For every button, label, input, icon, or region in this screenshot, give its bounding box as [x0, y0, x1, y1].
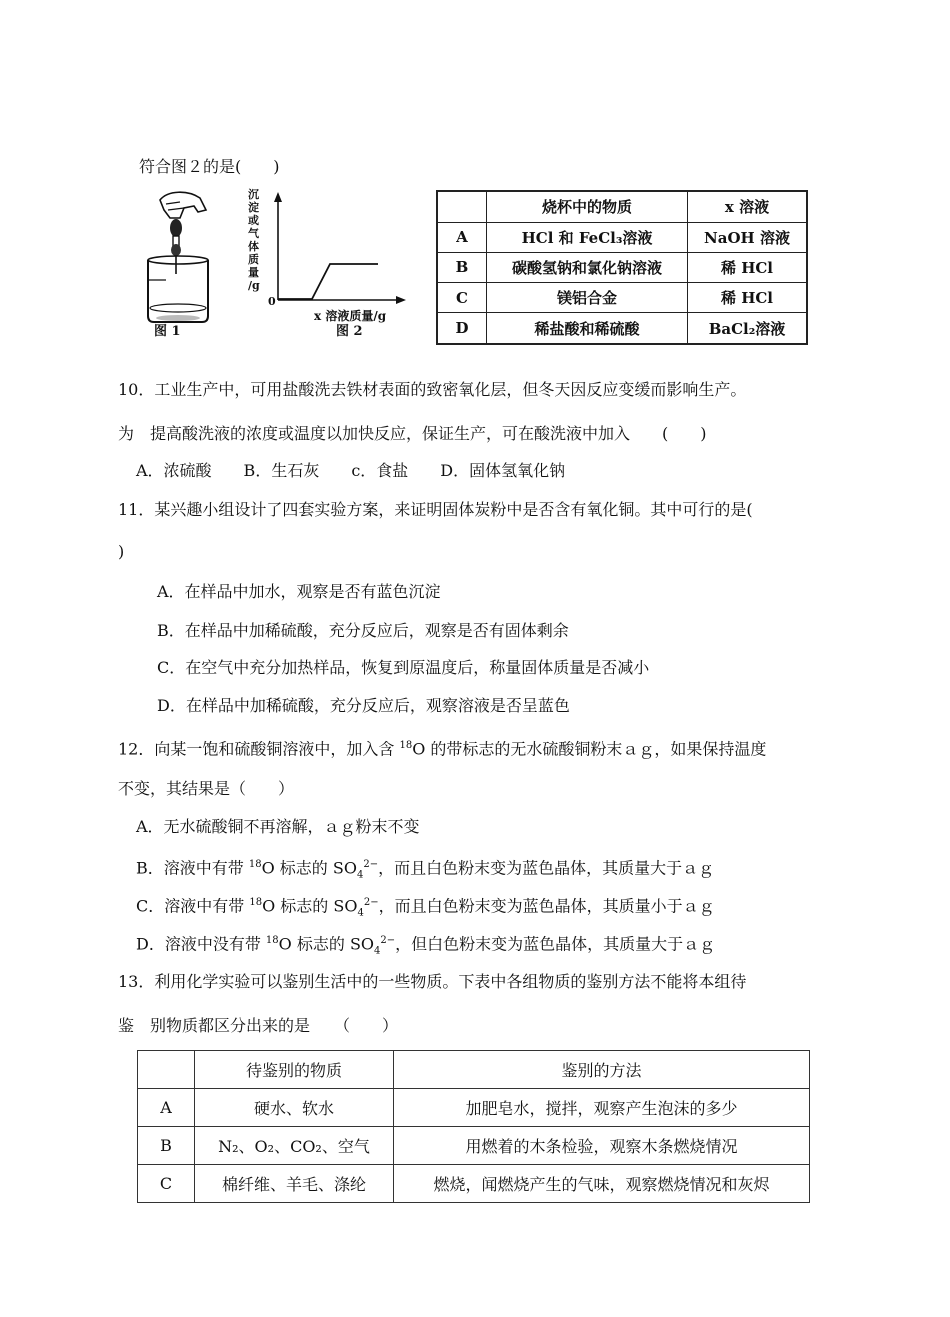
q12-text: O 的带标志的无水硫酸铜粉末ａｇ，如果保持温度	[412, 739, 767, 759]
isotope-mark: 18	[249, 897, 263, 908]
q11-option-c: C．在空气中充分加热样品，恢复到原温度后，称量固体质量是否减小	[157, 658, 650, 677]
q12-text: 12．向某一饱和硫酸铜溶液中，加入含	[118, 739, 400, 759]
table-header-cell: 鉴别的方法	[394, 1051, 810, 1089]
table-cell: 稀盐酸和稀硫酸	[487, 313, 688, 344]
table-cell: 镁铝合金	[487, 283, 688, 313]
figure-1-caption: 图 1	[154, 324, 181, 339]
superscript: 2−	[380, 935, 396, 946]
superscript: 2−	[363, 859, 379, 870]
q9-stem-tail: 符合图２的是( )	[139, 157, 280, 176]
q12-text: ，而且白色粉末变为蓝色晶体，其质量大于ａｇ	[378, 858, 715, 878]
q11-option-a: A．在样品中加水，观察是否有蓝色沉淀	[157, 582, 441, 601]
table-row	[138, 1127, 810, 1165]
figure-2-ylabel: 沉 淀 或 气 体 质 量 /g	[248, 188, 260, 292]
figure-2	[248, 188, 408, 340]
table-cell: 燃烧，闻燃烧产生的气味，观察燃烧情况和灰烬	[394, 1165, 810, 1203]
table-cell: NaOH 溶液	[688, 222, 808, 252]
row-label: C	[138, 1165, 195, 1203]
row-label: A	[138, 1089, 195, 1127]
subscript: 4	[374, 945, 381, 957]
q12-option-c	[136, 893, 715, 924]
table-header-row	[437, 191, 807, 222]
q9-table	[436, 190, 808, 345]
table-cell: HCl 和 FeCl₃溶液	[487, 222, 688, 252]
q12-text: ，但白色粉末变为蓝色晶体，其质量大于ａｇ	[395, 934, 716, 954]
figure-1	[140, 188, 220, 340]
row-label: C	[437, 283, 487, 313]
figure-2-caption: 图 2	[336, 324, 363, 339]
table-header-cell: 烧杯中的物质	[487, 191, 688, 222]
subscript: 4	[357, 907, 364, 919]
table-row	[138, 1089, 810, 1127]
q12-option-a: A．无水硫酸铜不再溶解，ａｇ粉末不变	[136, 817, 420, 836]
table-cell: 稀 HCl	[688, 252, 808, 282]
figure-2-graph	[266, 192, 406, 304]
q12-text: O 标志的 SO	[261, 858, 357, 878]
row-label: B	[138, 1127, 195, 1165]
q13-table	[137, 1050, 810, 1203]
q12-text: B．溶液中有带	[136, 858, 249, 878]
q11-option-d: D．在样品中加稀硫酸，充分反应后，观察溶液是否呈蓝色	[157, 696, 570, 715]
q10-options: A．浓硫酸 B．生石灰 c．食盐 D．固体氢氧化钠	[136, 461, 566, 480]
q12-line2: 不变，其结果是（ ）	[118, 779, 295, 798]
table-header-cell	[138, 1051, 195, 1089]
superscript: 2−	[363, 897, 379, 908]
table-row	[138, 1165, 810, 1203]
q12-text: C．溶液中有带	[136, 896, 250, 916]
q11-line1: 11．某兴趣小组设计了四套实验方案，来证明固体炭粉中是否含有氧化铜。其中可行的是(	[118, 500, 753, 519]
isotope-mark: 18	[248, 859, 262, 870]
table-cell: 碳酸氢钠和氯化钠溶液	[487, 252, 688, 282]
table-cell: 稀 HCl	[688, 283, 808, 313]
q13-line1: 13．利用化学实验可以鉴别生活中的一些物质。下表中各组物质的鉴别方法不能将本组待	[118, 972, 747, 991]
q13-line2: 鉴 别物质都区分出来的是 （ ）	[118, 1016, 399, 1035]
q12-text: O 标志的 SO	[262, 896, 358, 916]
table-cell: 棉纤维、羊毛、涤纶	[195, 1165, 394, 1203]
row-label: B	[437, 252, 487, 282]
table-cell: N₂、O₂、CO₂、空气	[195, 1127, 394, 1165]
beaker-dropper-icon	[140, 188, 220, 340]
q12-text: ，而且白色粉末变为蓝色晶体，其质量小于ａｇ	[378, 896, 715, 916]
table-header-cell: 待鉴别的物质	[195, 1051, 394, 1089]
q12-option-b	[136, 855, 714, 886]
row-label: D	[437, 313, 487, 344]
q12-text: O 标志的 SO	[278, 934, 375, 954]
table-cell: BaCl₂溶液	[688, 313, 808, 344]
q11-line2: )	[118, 542, 125, 561]
table-row	[437, 222, 807, 252]
q12-text: D．溶液中没有带	[136, 934, 266, 954]
table-row	[437, 283, 807, 313]
graph-curve	[278, 264, 378, 299]
table-header-cell	[437, 191, 487, 222]
q10-line1: 10．工业生产中，可用盐酸洗去铁材表面的致密氧化层，但冬天因反应变缓而影响生产。	[118, 380, 747, 399]
figure-2-xlabel: x 溶液质量/g	[314, 309, 387, 323]
row-label: A	[437, 222, 487, 252]
q12-line1	[118, 736, 766, 759]
table-row	[437, 313, 807, 344]
table-cell: 用燃着的木条检验，观察木条燃烧情况	[394, 1127, 810, 1165]
table-header-row	[138, 1051, 810, 1089]
figure-2-origin: 0	[268, 295, 276, 308]
table-row	[437, 252, 807, 282]
table-header-cell: x 溶液	[688, 191, 808, 222]
isotope-mark: 18	[399, 740, 413, 751]
table-cell: 加肥皂水，搅拌，观察产生泡沫的多少	[394, 1089, 810, 1127]
isotope-mark: 18	[265, 935, 279, 946]
q11-option-b: B．在样品中加稀硫酸，充分反应后，观察是否有固体剩余	[157, 621, 569, 640]
table-cell: 硬水、软水	[195, 1089, 394, 1127]
subscript: 4	[356, 869, 364, 881]
q10-line2: 为 提高酸洗液的浓度或温度以加快反应，保证生产，可在酸洗液中加入 ( )	[118, 424, 707, 443]
q12-option-d	[136, 931, 715, 962]
